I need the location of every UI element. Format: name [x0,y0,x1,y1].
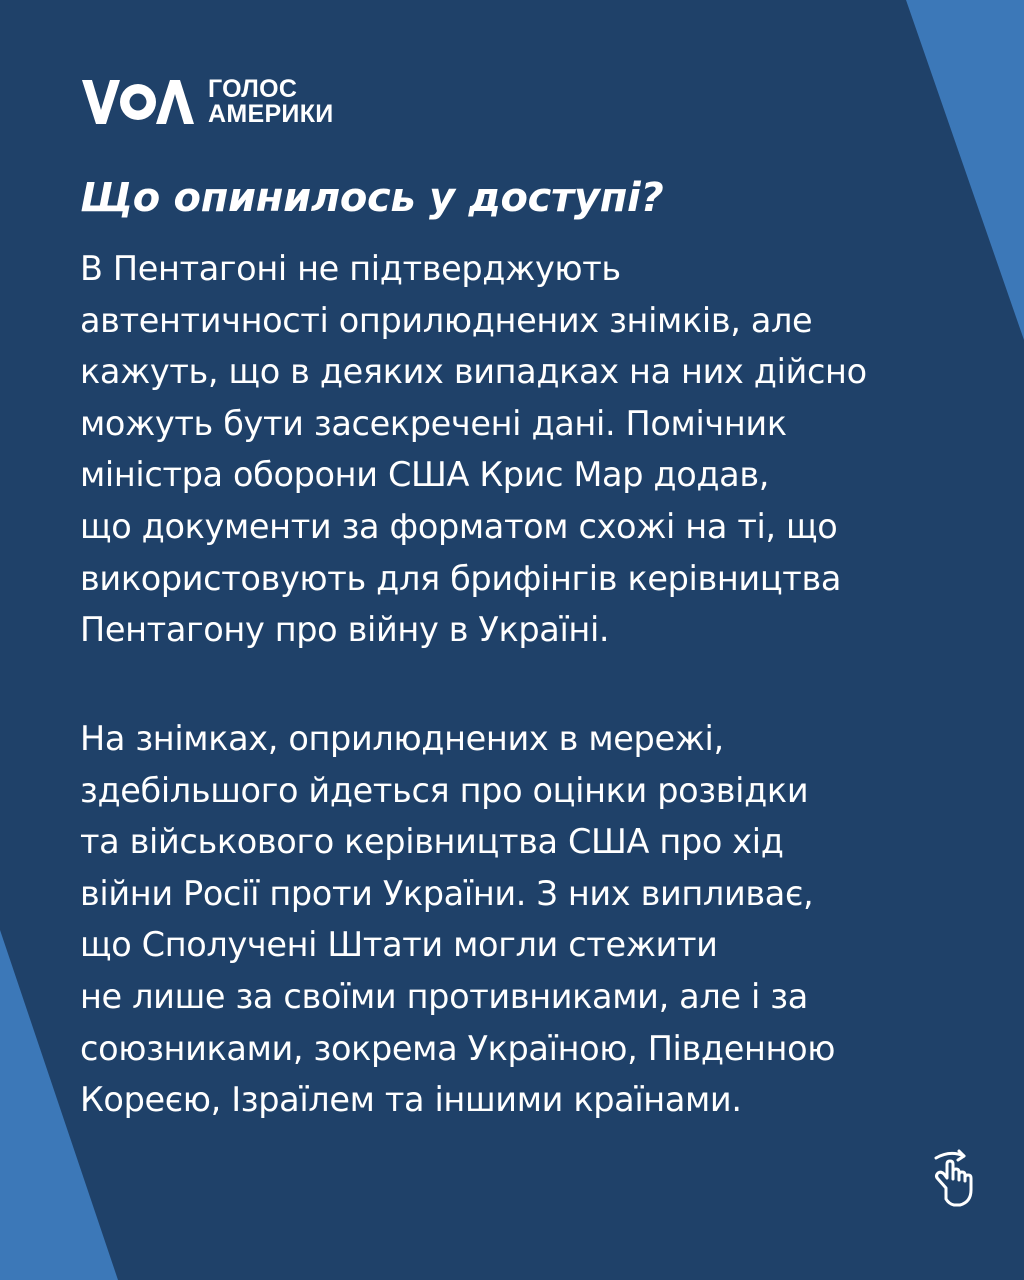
paragraph-line: використовують для брифінгів керівництва [80,558,842,598]
paragraph-line: Кореєю, Ізраїлем та іншими країнами. [80,1080,742,1120]
paragraph-line: союзниками, зокрема Україною, Південною [80,1028,836,1068]
paragraph-line: та військового керівництва США про хід [80,822,784,862]
paragraph-line: що документи за форматом схожі на ті, що [80,506,838,546]
paragraph-line: що Сполучені Штати могли стежити [80,925,718,965]
paragraph-line: не лише за своїми противниками, але і за [80,976,808,1016]
logo-text [208,77,334,127]
paragraph-line: кажуть, що в деяких випадках на них дійсно [80,352,867,392]
paragraph-line: міністра оборони США Крис Мар додав, [80,455,770,495]
logo-line-2: АМЕРИКИ [208,100,334,128]
paragraph-line: В Пентагоні не підтверджують [80,249,621,288]
paragraph-line: автентичності оприлюднених знімків, але [80,300,813,340]
paragraph-line: війни Росії проти України. З них випливає, [80,873,814,913]
paragraph-2 [80,713,835,1126]
paragraph-line: здебільшого йдеться про оцінки розвідки [80,770,809,810]
logo-line-1: ГОЛОС [208,75,298,103]
voa-logo [82,76,334,128]
page-heading: Що опинилось у доступі? [80,175,664,221]
swipe-hand-icon[interactable] [926,1148,982,1210]
paragraph-1 [80,243,867,656]
paragraph-line: На знімках, оприлюднених в мережі, [80,719,724,758]
paragraph-line: можуть бути засекречені дані. Помічник [80,403,787,443]
top-right-stripe [906,0,1024,340]
voa-logo-mark-icon [82,76,194,128]
paragraph-line: Пентагону про війну в Україні. [80,610,610,650]
